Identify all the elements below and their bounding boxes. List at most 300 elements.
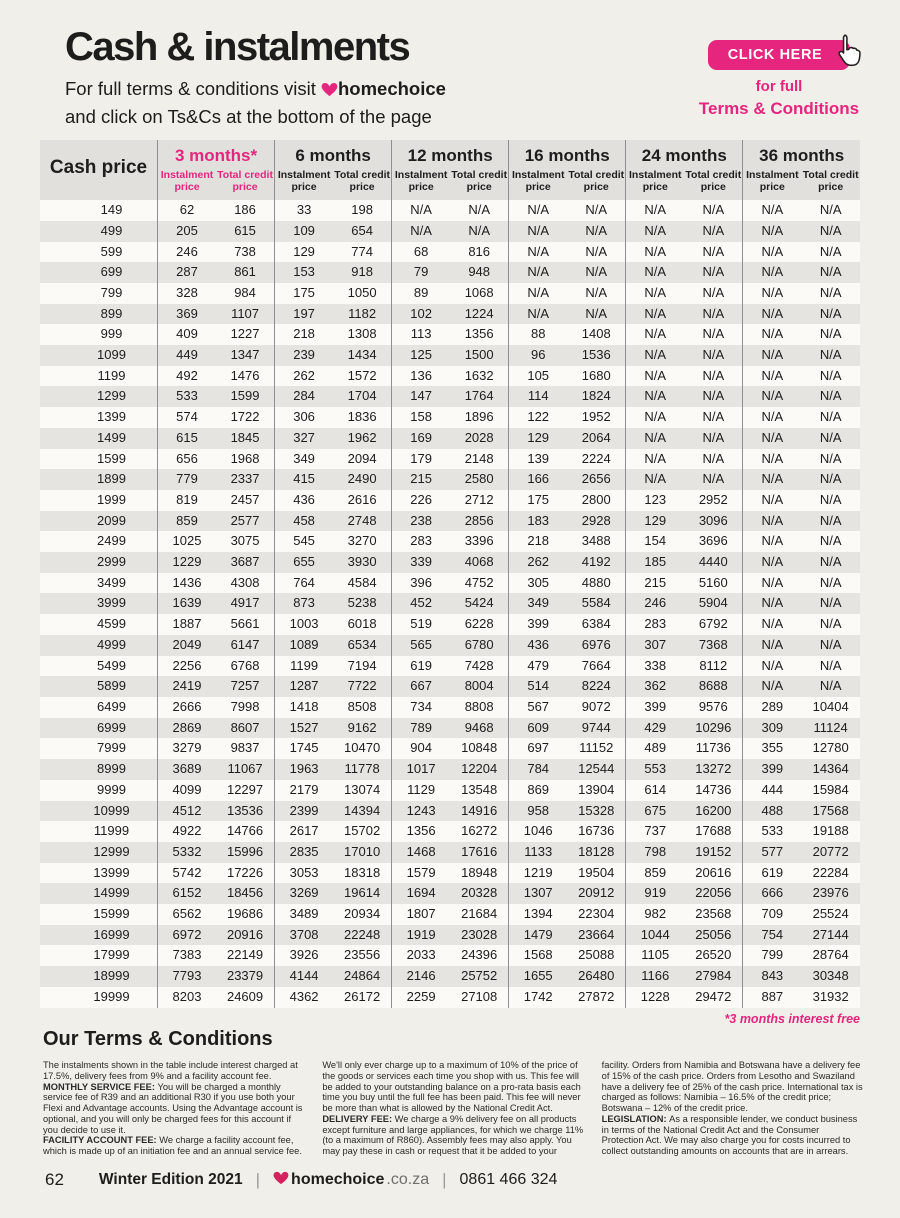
price-cell: 7793 <box>158 966 217 987</box>
price-cell: 399 <box>509 614 568 635</box>
price-cell: 147 <box>392 386 451 407</box>
price-cell: 1680 <box>581 367 611 383</box>
table-row <box>40 987 860 1008</box>
price-cell: N/A <box>509 242 568 263</box>
cash-price-cell: 999 <box>100 326 123 342</box>
price-cell: 349 <box>275 449 334 470</box>
price-cell: N/A <box>819 554 842 570</box>
price-cell: N/A <box>743 490 802 511</box>
price-cell: 23664 <box>578 926 615 942</box>
price-cell: N/A <box>743 469 802 490</box>
price-cell: N/A <box>819 574 842 590</box>
price-cell: 8508 <box>347 699 377 714</box>
cta-line2: Terms & Conditions <box>698 99 860 118</box>
price-cell: 218 <box>275 324 334 345</box>
price-cell: 114 <box>509 386 568 407</box>
price-cell: 948 <box>468 264 491 280</box>
price-cell: 1105 <box>626 945 685 966</box>
cash-price-cell: 1899 <box>97 471 126 487</box>
price-cell: N/A <box>509 304 568 325</box>
price-cell: N/A <box>819 367 842 383</box>
price-cell: N/A <box>743 366 802 387</box>
price-cell: 1394 <box>509 904 568 925</box>
price-cell: 3075 <box>230 533 260 549</box>
price-cell: 919 <box>626 883 685 904</box>
price-cell: 1224 <box>464 305 494 321</box>
price-cell: 409 <box>158 324 217 345</box>
price-cell: 327 <box>275 428 334 449</box>
price-cell: 6534 <box>347 636 377 652</box>
table-row <box>40 945 860 966</box>
price-cell: 667 <box>392 676 451 697</box>
price-cell: 3489 <box>275 904 334 925</box>
price-cell: 14766 <box>226 823 264 839</box>
price-cell: 2256 <box>158 656 217 677</box>
price-cell: 737 <box>626 821 685 842</box>
price-cell: 9162 <box>347 719 377 735</box>
table-row <box>40 469 860 490</box>
price-cell: 1745 <box>275 738 334 759</box>
footer-brand <box>273 1170 429 1190</box>
cash-price-cell: 799 <box>100 284 123 300</box>
cash-price-cell: 899 <box>100 305 123 321</box>
price-cell: 1050 <box>347 284 377 300</box>
terms-paragraph: DELIVERY FEE: We charge a 9% delivery fee on all products except furniture and large appliances, for which we charge 11% (to a maximum of R860). Assembly fees may also apply. You may pay these in cash or request that it be added to your facility. Orders from Namibia and Botswana have a delivery fee of 15% of the cash price. Orders from Lesotho and Swaziland have a delivery fee of 25% of the cash price. International tax is charged as follows: Namibia – 16.5% of the credit price; Botswana – 12% of the credit price. <box>322 1060 863 1157</box>
terms-section <box>43 1028 863 1157</box>
price-cell: 489 <box>626 738 685 759</box>
sub-header: Instalment price <box>392 166 451 200</box>
price-cell: 3488 <box>581 533 611 549</box>
price-cell: 709 <box>743 904 802 925</box>
price-cell: 23556 <box>344 947 381 963</box>
price-cell: 27144 <box>812 926 849 942</box>
cash-price-cell: 16999 <box>93 926 130 942</box>
cash-price-cell: 5899 <box>97 678 126 694</box>
price-cell: 197 <box>275 304 334 325</box>
price-cell: 436 <box>509 635 568 656</box>
price-cell: 6768 <box>230 657 260 673</box>
price-cell: 615 <box>234 222 256 238</box>
price-cell: 309 <box>743 718 802 739</box>
price-cell: 19188 <box>812 823 849 839</box>
price-cell: 519 <box>392 614 451 635</box>
price-cell: 6228 <box>464 616 494 632</box>
price-cell: 654 <box>351 222 373 238</box>
price-cell: 11124 <box>813 719 848 735</box>
terms-heading: Our Terms & Conditions <box>43 1028 273 1050</box>
price-cell: 3279 <box>158 738 217 759</box>
price-cell: N/A <box>819 595 842 611</box>
price-cell: 1068 <box>464 284 494 300</box>
price-cell: 2337 <box>230 471 260 487</box>
cash-price-cell: 9999 <box>97 781 126 797</box>
price-cell: N/A <box>743 407 802 428</box>
footer-brand-domain: .co.za <box>386 1171 430 1188</box>
price-cell: N/A <box>819 616 842 632</box>
price-cell: 14364 <box>812 761 849 777</box>
price-cell: 22284 <box>812 864 849 880</box>
price-cell: 25056 <box>695 926 732 942</box>
table-row <box>40 283 860 304</box>
price-cell: 16736 <box>578 823 615 839</box>
price-cell: N/A <box>585 305 608 321</box>
price-cell: 19614 <box>344 885 381 901</box>
price-cell: 25524 <box>812 906 849 922</box>
price-cell: 2148 <box>464 450 494 466</box>
price-cell: 6152 <box>158 883 217 904</box>
table-row <box>40 656 860 677</box>
sub-header: Instalment price <box>275 166 334 200</box>
table-row <box>40 324 860 345</box>
price-cell: 14394 <box>344 802 381 818</box>
price-cell: 109 <box>275 221 334 242</box>
cash-price-cell: 4999 <box>97 636 126 652</box>
instalments-table <box>40 140 860 1008</box>
price-cell: 262 <box>509 552 568 573</box>
price-cell: N/A <box>702 326 725 342</box>
price-cell: N/A <box>702 284 725 300</box>
price-cell: N/A <box>585 284 608 300</box>
price-cell: 20916 <box>226 926 264 942</box>
price-cell: 1579 <box>392 863 451 884</box>
price-cell: 656 <box>158 449 217 470</box>
price-cell: N/A <box>702 305 725 321</box>
price-cell: 8224 <box>581 678 611 694</box>
cash-price-cell: 19999 <box>93 988 130 1004</box>
price-cell: 20912 <box>578 885 615 901</box>
page-title: Cash & instalments <box>65 25 410 69</box>
price-cell: 3926 <box>275 945 334 966</box>
price-cell: 4362 <box>275 987 334 1008</box>
price-cell: 26480 <box>578 968 615 984</box>
price-cell: 154 <box>626 531 685 552</box>
cash-price-cell: 1499 <box>97 429 126 445</box>
price-cell: 23976 <box>812 885 849 901</box>
price-cell: 655 <box>275 552 334 573</box>
price-cell: 166 <box>509 469 568 490</box>
price-cell: 2869 <box>158 718 217 739</box>
price-cell: 1219 <box>509 863 568 884</box>
term-header-24-months: 24 months <box>626 140 743 166</box>
table-row <box>40 697 860 718</box>
price-cell: 789 <box>392 718 451 739</box>
price-cell: 153 <box>275 262 334 283</box>
price-cell: N/A <box>626 324 685 345</box>
price-cell: 3269 <box>275 883 334 904</box>
price-cell: N/A <box>743 242 802 263</box>
price-cell: 24864 <box>344 968 381 984</box>
price-cell: 11152 <box>579 740 614 756</box>
price-cell: N/A <box>819 409 842 425</box>
price-cell: 4584 <box>347 574 377 590</box>
price-cell: 289 <box>743 697 802 718</box>
price-cell: 185 <box>626 552 685 573</box>
price-cell: 1500 <box>464 347 494 363</box>
price-cell: 784 <box>509 759 568 780</box>
price-cell: 25752 <box>461 968 498 984</box>
price-cell: 22304 <box>578 906 615 922</box>
price-cell: 22149 <box>226 947 264 963</box>
price-cell: N/A <box>626 221 685 242</box>
price-cell: 492 <box>158 366 217 387</box>
price-cell: N/A <box>743 200 802 221</box>
term-header-12-months: 12 months <box>392 140 509 166</box>
cash-price-cell: 14999 <box>93 885 130 901</box>
price-cell: 19504 <box>578 864 615 880</box>
price-cell: 1243 <box>392 801 451 822</box>
table-row <box>40 966 860 987</box>
price-cell: 27872 <box>578 988 615 1004</box>
price-cell: N/A <box>626 283 685 304</box>
price-cell: 4192 <box>581 554 611 570</box>
price-cell: 8607 <box>230 719 260 735</box>
price-cell: 1599 <box>230 388 260 404</box>
price-cell: N/A <box>819 305 842 321</box>
price-cell: 2952 <box>698 491 728 507</box>
price-cell: N/A <box>585 222 608 238</box>
price-cell: 2712 <box>464 491 494 507</box>
price-cell: 816 <box>468 243 491 259</box>
price-cell: N/A <box>702 202 725 218</box>
price-cell: N/A <box>702 409 725 425</box>
price-cell: 20772 <box>812 843 849 859</box>
price-cell: 11736 <box>695 740 731 756</box>
price-cell: N/A <box>468 202 490 218</box>
price-cell: 20934 <box>344 906 381 922</box>
price-cell: 1287 <box>275 676 334 697</box>
click-here-button[interactable] <box>708 40 851 70</box>
cash-price-cell: 2999 <box>97 554 126 570</box>
price-cell: 1107 <box>231 305 260 321</box>
price-cell: N/A <box>743 324 802 345</box>
price-cell: 799 <box>743 945 802 966</box>
price-cell: N/A <box>743 511 802 532</box>
terms-paragraph: LEGISLATION: As a responsible lender, we conduct business in terms of the National Credit Act and the Consumer Protection Act. We may also charge you for costs incurred to collect outstanding amounts on accounts that are in arrears. <box>601 1113 858 1157</box>
price-cell: 2617 <box>275 821 334 842</box>
price-cell: 23028 <box>461 926 498 942</box>
price-cell: N/A <box>702 471 725 487</box>
price-cell: N/A <box>743 304 802 325</box>
table-row <box>40 428 860 449</box>
price-cell: 9576 <box>698 699 728 714</box>
cash-price-cell: 18999 <box>93 968 130 984</box>
price-cell: 1887 <box>158 614 217 635</box>
interest-free-footnote: *3 months interest free <box>724 1012 860 1026</box>
price-cell: 4880 <box>581 574 611 590</box>
price-cell: 7257 <box>230 678 260 694</box>
price-cell: 30348 <box>812 968 849 984</box>
table-row <box>40 490 860 511</box>
price-cell: 355 <box>743 738 802 759</box>
subtitle-prefix: For full terms & conditions visit <box>65 78 316 99</box>
price-cell: 125 <box>392 345 451 366</box>
table-row <box>40 221 860 242</box>
price-cell: 6976 <box>581 636 611 652</box>
price-cell: 16200 <box>695 802 732 818</box>
sub-header: Instalment price <box>626 166 685 200</box>
price-cell: N/A <box>819 284 842 300</box>
price-cell: 675 <box>626 801 685 822</box>
price-cell: 23568 <box>695 906 732 922</box>
cash-price-cell: 1099 <box>97 347 126 363</box>
price-cell: 918 <box>351 264 373 280</box>
price-cell: 1356 <box>464 326 494 342</box>
price-cell: 4512 <box>158 801 217 822</box>
price-cell: N/A <box>702 243 725 259</box>
cash-price-cell: 11999 <box>93 823 130 839</box>
price-cell: N/A <box>819 326 842 342</box>
price-cell: 1025 <box>158 531 217 552</box>
terms-paragraph: MONTHLY SERVICE FEE: You will be charged a monthly service fee of R39 and an additional R30 if you use both your Flexi and Advantage accounts. Using the Advantage account is optional, and you will only be charged fees for this account if you decide to use it. <box>43 1081 303 1135</box>
price-cell: 1046 <box>509 821 568 842</box>
price-cell: N/A <box>819 657 842 673</box>
price-cell: 2259 <box>392 987 451 1008</box>
price-cell: 18948 <box>461 864 498 880</box>
price-cell: 26520 <box>695 947 732 963</box>
cash-price-header: Cash price <box>40 140 158 200</box>
price-cell: 8808 <box>464 699 494 714</box>
price-cell: 8203 <box>158 987 217 1008</box>
price-cell: 10296 <box>695 719 732 735</box>
price-cell: 1704 <box>347 388 377 404</box>
cash-price-cell: 1199 <box>97 367 126 383</box>
price-cell: 1003 <box>275 614 334 635</box>
price-cell: 339 <box>392 552 451 573</box>
price-cell: 904 <box>392 738 451 759</box>
price-cell: 89 <box>392 283 451 304</box>
price-cell: 1824 <box>581 388 611 404</box>
price-cell: 26172 <box>344 988 381 1004</box>
price-cell: 3687 <box>230 554 260 570</box>
price-cell: N/A <box>626 449 685 470</box>
price-cell: 205 <box>158 221 217 242</box>
price-cell: 1182 <box>348 305 377 321</box>
table-row <box>40 386 860 407</box>
price-cell: 129 <box>275 242 334 263</box>
price-cell: 129 <box>509 428 568 449</box>
table-row <box>40 573 860 594</box>
price-cell: 7722 <box>347 678 377 694</box>
price-cell: 2666 <box>158 697 217 718</box>
price-cell: 774 <box>351 243 373 259</box>
price-cell: 262 <box>275 366 334 387</box>
price-cell: 198 <box>351 202 373 218</box>
price-cell: 2577 <box>230 512 260 528</box>
price-cell: 1655 <box>509 966 568 987</box>
price-cell: 1632 <box>464 367 494 383</box>
cash-price-cell: 17999 <box>93 947 130 963</box>
price-cell: 2580 <box>464 471 494 487</box>
price-cell: N/A <box>743 635 802 656</box>
price-cell: 18456 <box>226 885 264 901</box>
cash-price-cell: 149 <box>100 202 123 218</box>
sub-header: Instalment price <box>509 166 568 200</box>
price-cell: 1133 <box>509 842 568 863</box>
price-cell: 215 <box>392 469 451 490</box>
price-cell: 283 <box>392 531 451 552</box>
price-cell: 1166 <box>626 966 685 987</box>
price-cell: 7664 <box>581 657 611 673</box>
price-cell: 362 <box>626 676 685 697</box>
price-cell: 567 <box>509 697 568 718</box>
price-cell: 4752 <box>464 574 494 590</box>
heart-icon <box>273 1170 289 1190</box>
price-cell: 3053 <box>275 863 334 884</box>
price-cell: N/A <box>743 573 802 594</box>
price-cell: 5661 <box>230 616 260 632</box>
price-cell: 444 <box>743 780 802 801</box>
price-cell: 113 <box>392 324 451 345</box>
price-cell: 577 <box>743 842 802 863</box>
price-cell: 2928 <box>581 512 611 528</box>
price-cell: 307 <box>626 635 685 656</box>
price-cell: 283 <box>626 614 685 635</box>
price-cell: 20616 <box>695 864 732 880</box>
price-cell: N/A <box>819 471 842 487</box>
cash-price-cell: 4599 <box>97 616 126 632</box>
price-cell: 2064 <box>581 429 611 445</box>
price-cell: 246 <box>626 593 685 614</box>
price-cell: N/A <box>743 552 802 573</box>
price-cell: 614 <box>626 780 685 801</box>
price-cell: 553 <box>626 759 685 780</box>
price-cell: 2457 <box>230 491 260 507</box>
cash-price-cell: 13999 <box>93 864 130 880</box>
price-cell: N/A <box>392 221 451 242</box>
price-cell: 215 <box>626 573 685 594</box>
price-cell: 12297 <box>226 781 264 797</box>
price-cell: 984 <box>234 284 256 300</box>
price-cell: 15702 <box>344 823 381 839</box>
price-cell: 5742 <box>158 863 217 884</box>
price-cell: 1307 <box>509 883 568 904</box>
price-cell: 79 <box>392 262 451 283</box>
price-cell: N/A <box>392 200 451 221</box>
price-cell: 17616 <box>461 843 498 859</box>
price-cell: 449 <box>158 345 217 366</box>
price-cell: 1572 <box>347 367 377 383</box>
table-row <box>40 242 860 263</box>
price-cell: 873 <box>275 593 334 614</box>
cash-price-cell: 1999 <box>97 491 126 507</box>
price-cell: N/A <box>626 469 685 490</box>
price-cell: N/A <box>743 428 802 449</box>
price-cell: 6780 <box>464 636 494 652</box>
price-cell: 123 <box>626 490 685 511</box>
price-cell: 239 <box>275 345 334 366</box>
price-cell: 1536 <box>581 347 611 363</box>
price-cell: N/A <box>626 386 685 407</box>
price-cell: 2856 <box>464 512 494 528</box>
price-cell: 11778 <box>344 761 380 777</box>
price-cell: 4099 <box>158 780 217 801</box>
price-cell: N/A <box>819 347 842 363</box>
price-cell: 139 <box>509 449 568 470</box>
price-cell: 819 <box>158 490 217 511</box>
price-cell: 619 <box>392 656 451 677</box>
price-cell: 3930 <box>347 554 377 570</box>
footer-separator: | <box>442 1170 447 1189</box>
click-here-label: CLICK HERE <box>727 47 823 63</box>
price-cell: 96 <box>509 345 568 366</box>
footer-brand-wordmark: homechoice <box>291 1171 385 1188</box>
price-cell: N/A <box>702 388 725 404</box>
price-cell: 17010 <box>344 843 381 859</box>
price-cell: 4440 <box>698 554 728 570</box>
price-cell: 754 <box>743 925 802 946</box>
price-cell: 514 <box>509 676 568 697</box>
price-cell: 399 <box>743 759 802 780</box>
